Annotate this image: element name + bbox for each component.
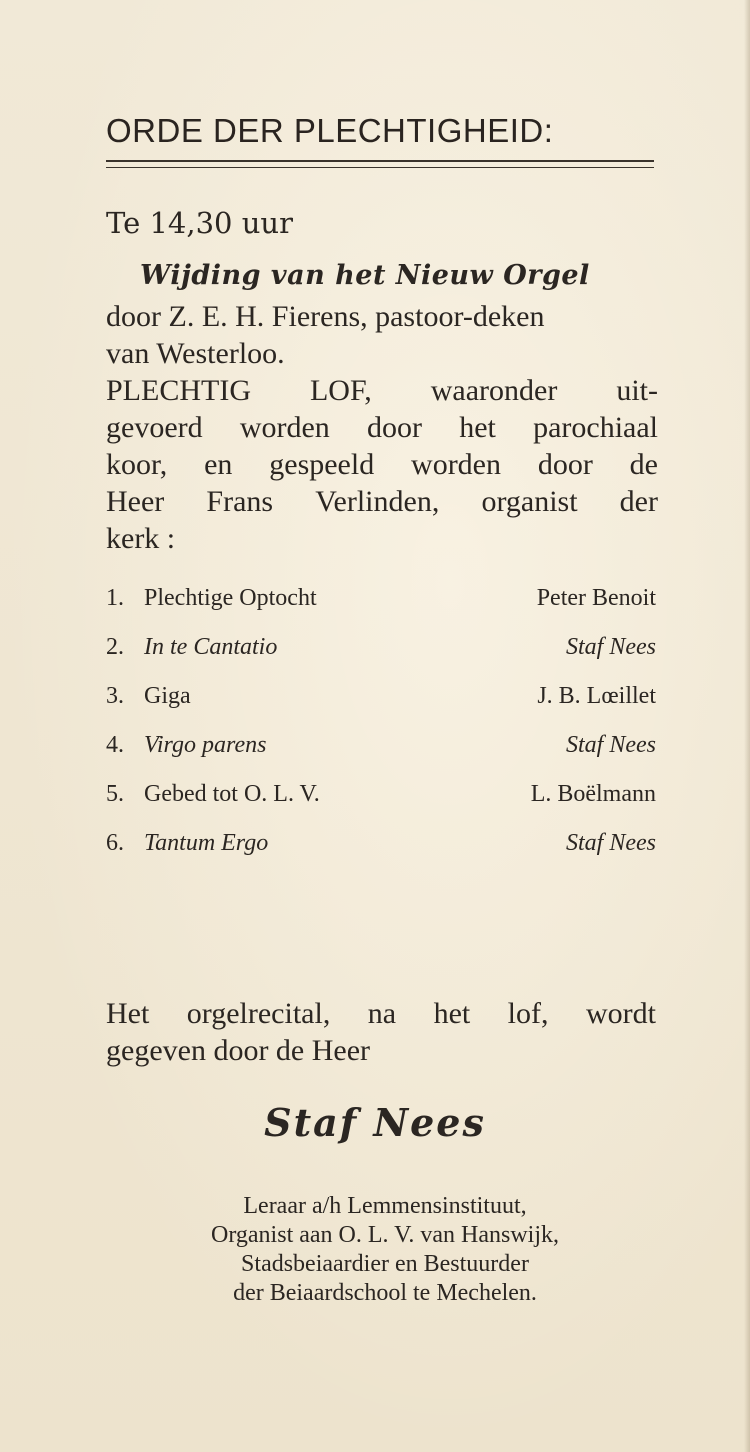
program-item xyxy=(106,732,656,781)
lof-word: de xyxy=(629,448,658,481)
lof-word: gespeeld xyxy=(269,448,375,481)
title-rule-top xyxy=(106,160,654,162)
program-item-title: In te Cantatio xyxy=(144,634,278,660)
credit-line: Organist aan O. L. V. van Hanswijk, xyxy=(211,1222,559,1248)
recital-line xyxy=(106,1034,370,1067)
recital-word: het xyxy=(433,997,471,1030)
program-item-number: 2. xyxy=(106,634,124,660)
program-item-composer: Staf Nees xyxy=(566,830,656,856)
program-item-number: 5. xyxy=(106,781,124,807)
lof-word: Frans xyxy=(206,485,274,518)
recital-word: Het xyxy=(106,997,150,1030)
credit-line: Leraar a/h Lemmensinstituut, xyxy=(243,1193,527,1219)
program-item xyxy=(106,830,656,879)
program-item xyxy=(106,585,656,634)
recital-word: lof, xyxy=(507,997,549,1030)
program-item-title: Plechtige Optocht xyxy=(144,585,317,611)
lof-word: waaronder xyxy=(430,374,558,407)
lof-line: kerk : xyxy=(106,522,176,555)
lof-line xyxy=(106,409,658,446)
recital-word: wordt xyxy=(585,997,656,1030)
program-item-number: 3. xyxy=(106,683,124,709)
program-item-composer: L. Boëlmann xyxy=(530,781,656,807)
credit-line: Stadsbeiaardier en Bestuurder xyxy=(241,1251,529,1277)
program-item-title: Tantum Ergo xyxy=(144,830,269,856)
credit-line: der Beiaardschool te Mechelen. xyxy=(233,1280,537,1306)
program-item-number: 6. xyxy=(106,830,124,856)
recital-word: na xyxy=(367,997,397,1030)
program-item-title: Gebed tot O. L. V. xyxy=(144,781,320,807)
lof-word: gevoerd xyxy=(106,411,203,444)
start-time: Te 14,30 uur xyxy=(106,206,293,240)
program-item xyxy=(106,781,656,830)
lof-word: PLECHTIG xyxy=(106,374,251,407)
page-title: ORDE DER PLECHTIGHEID: xyxy=(106,112,554,149)
program-item-title: Virgo parens xyxy=(144,732,267,758)
lof-word: door xyxy=(537,448,593,481)
program-list xyxy=(106,585,656,879)
lof-paragraph xyxy=(106,372,658,557)
intro-line: van Westerloo. xyxy=(106,337,285,370)
program-item-number: 4. xyxy=(106,732,124,758)
program-item-number: 1. xyxy=(106,585,124,611)
lof-word: organist xyxy=(481,485,578,518)
lof-word: door xyxy=(367,411,423,444)
lof-word: Heer xyxy=(106,485,165,518)
recital-line xyxy=(106,995,656,1032)
title-rule-bottom xyxy=(106,167,654,168)
program-item-composer: Staf Nees xyxy=(566,732,656,758)
performer-credits xyxy=(0,1192,750,1308)
lof-word: Verlinden, xyxy=(315,485,440,518)
program-item-composer: Peter Benoit xyxy=(536,585,656,611)
program-item-title: Giga xyxy=(144,683,191,709)
recital-paragraph xyxy=(106,995,656,1069)
consecration-title: Wijding van het Nieuw Orgel xyxy=(140,260,590,291)
lof-word: LOF, xyxy=(309,374,372,407)
lof-word: koor, xyxy=(106,448,168,481)
program-item-composer: J. B. Lœillet xyxy=(537,683,656,709)
lof-word: der xyxy=(619,485,658,518)
recital-word: gegeven door de Heer xyxy=(106,1034,371,1067)
lof-word: het xyxy=(459,411,496,444)
lof-line xyxy=(106,372,658,409)
lof-word: worden xyxy=(411,448,502,481)
lof-word: parochiaal xyxy=(533,411,658,444)
intro-text xyxy=(106,298,658,372)
lof-line xyxy=(106,446,658,483)
performer-name: Staf Nees xyxy=(264,1100,486,1145)
program-item-composer: Staf Nees xyxy=(566,634,656,660)
lof-word: worden xyxy=(239,411,330,444)
intro-line: door Z. E. H. Fierens, pastoor-deken xyxy=(106,300,545,333)
program-item xyxy=(106,634,656,683)
lof-line xyxy=(106,483,658,520)
lof-word: en xyxy=(204,448,233,481)
lof-word: uit- xyxy=(616,374,658,407)
recital-word: orgelrecital, xyxy=(186,997,331,1030)
program-item xyxy=(106,683,656,732)
